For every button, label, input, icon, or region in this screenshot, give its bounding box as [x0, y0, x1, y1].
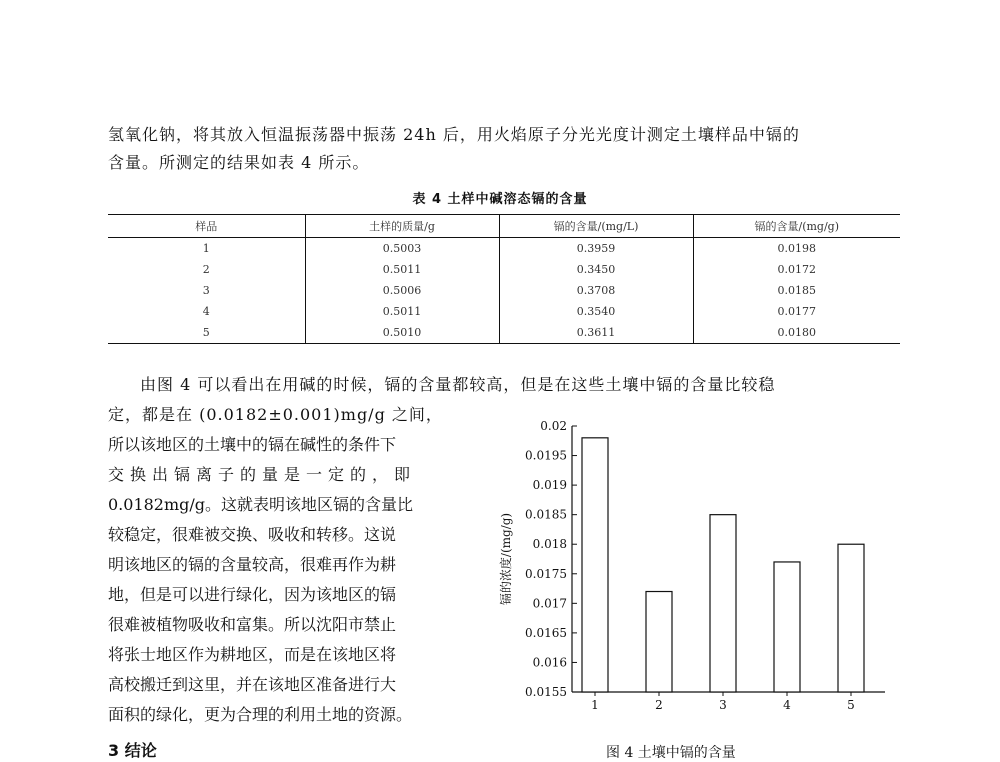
y-tick-label: 0.019: [532, 478, 567, 493]
bar-sample-4: [774, 562, 800, 692]
body-text-line: 高校搬迁到这里，并在该地区准备进行大: [108, 675, 397, 694]
x-tick-label: 1: [591, 698, 599, 712]
table-cell: 0.0177: [693, 301, 900, 322]
table-cell: 0.5011: [305, 301, 499, 322]
intro-line-1: 氢氧化钠，将其放入恒温振荡器中振荡 24h 后，用火焰原子分光光度计测定土壤样品中镉的: [108, 125, 800, 144]
body-text-line: 面积的绿化，更为合理的利用土地的资源。: [108, 705, 413, 724]
table-cell: 0.0172: [693, 259, 900, 280]
data-table: [108, 214, 900, 344]
table-cell: 0.5010: [305, 322, 499, 344]
column-header-cd-mg-per-l: 镉的含量/(mg/L): [499, 215, 693, 238]
body-line-2: 定，都是在 (0.0182±0.001)mg/g 之间，: [108, 405, 443, 424]
table-cell: 2: [202, 263, 210, 276]
section-heading: 3 结论: [108, 741, 157, 760]
table-row: [108, 259, 900, 280]
table-title: 表 4 土样中碱溶态镉的含量: [412, 192, 588, 207]
body-line-1: 由图 4 可以看出在用碱的时候，镉的含量都较高，但是在这些土壤中镉的含量比较稳: [140, 375, 776, 394]
table-row: [108, 238, 900, 260]
table-cell: 0.0185: [693, 280, 900, 301]
y-tick-label: 0.0185: [525, 507, 567, 522]
table-cell: 0.3959: [499, 238, 693, 260]
x-tick-label: 4: [783, 698, 791, 712]
bar-sample-3: [710, 515, 736, 692]
body-text-line: 将张士地区作为耕地区，而是在该地区将: [108, 645, 397, 664]
y-tick-label: 0.0155: [525, 685, 567, 699]
y-tick-label: 0.016: [532, 655, 567, 670]
x-tick-label: 3: [719, 698, 727, 712]
table-cell: 0.0180: [693, 322, 900, 344]
body-text-line: 明该地区的镉的含量较高，很难再作为耕: [108, 555, 397, 574]
bar-sample-5: [838, 544, 864, 692]
table-row: [108, 301, 900, 322]
body-text-line: 很难被植物吸收和富集。所以沈阳市禁止: [108, 615, 397, 634]
table-cell: 1: [202, 242, 210, 255]
bar-sample-2: [646, 592, 672, 692]
table-cell: 0.3708: [499, 280, 693, 301]
body-text-line: 所以该地区的土壤中的镉在碱性的条件下: [108, 435, 397, 454]
body-text-line: 交换出镉离子的量是一定的，即: [108, 465, 417, 484]
table-cell: 5: [202, 326, 210, 339]
bar-chart-svg: [490, 412, 890, 712]
table-cell: 0.5003: [305, 238, 499, 260]
bar-sample-1: [582, 438, 608, 692]
column-header-sample: 样品: [108, 215, 305, 238]
table-cell: 0.5011: [305, 259, 499, 280]
table-cell: 0.3450: [499, 259, 693, 280]
y-tick-label: 0.02: [540, 419, 567, 433]
column-header-cd-mg-per-g: 镉的含量/(mg/g): [693, 215, 900, 238]
body-text-line: 较稳定，很难被交换、吸收和转移。这说: [108, 525, 397, 544]
table-cell: 3: [202, 284, 210, 297]
y-tick-label: 0.017: [532, 596, 567, 611]
figure-caption: 图 4 土壤中镉的含量: [606, 745, 736, 761]
y-tick-label: 0.0195: [525, 448, 567, 463]
y-tick-label: 0.0165: [525, 625, 567, 640]
intro-line-2: 含量。所测定的结果如表 4 所示。: [108, 153, 370, 172]
table-row: [108, 322, 900, 344]
y-axis-label: 镉的浓度/(mg/g): [499, 512, 513, 606]
y-tick-label: 0.018: [532, 537, 567, 552]
y-tick-label: 0.0175: [525, 566, 567, 581]
table-header-row: [108, 215, 900, 238]
bar-chart: [490, 412, 890, 712]
table-cell: 0.3611: [499, 322, 693, 344]
column-header-soil-mass: 土样的质量/g: [305, 215, 499, 238]
table-row: [108, 280, 900, 301]
body-text-line: 0.0182mg/g。这就表明该地区镉的含量比: [108, 495, 414, 514]
x-tick-label: 5: [847, 698, 855, 712]
table-cell: 4: [202, 305, 210, 318]
body-text-line: 地，但是可以进行绿化，因为该地区的镉: [108, 585, 397, 604]
table-cell: 0.5006: [305, 280, 499, 301]
x-tick-label: 2: [655, 698, 663, 712]
table-cell: 0.0198: [693, 238, 900, 260]
table-cell: 0.3540: [499, 301, 693, 322]
